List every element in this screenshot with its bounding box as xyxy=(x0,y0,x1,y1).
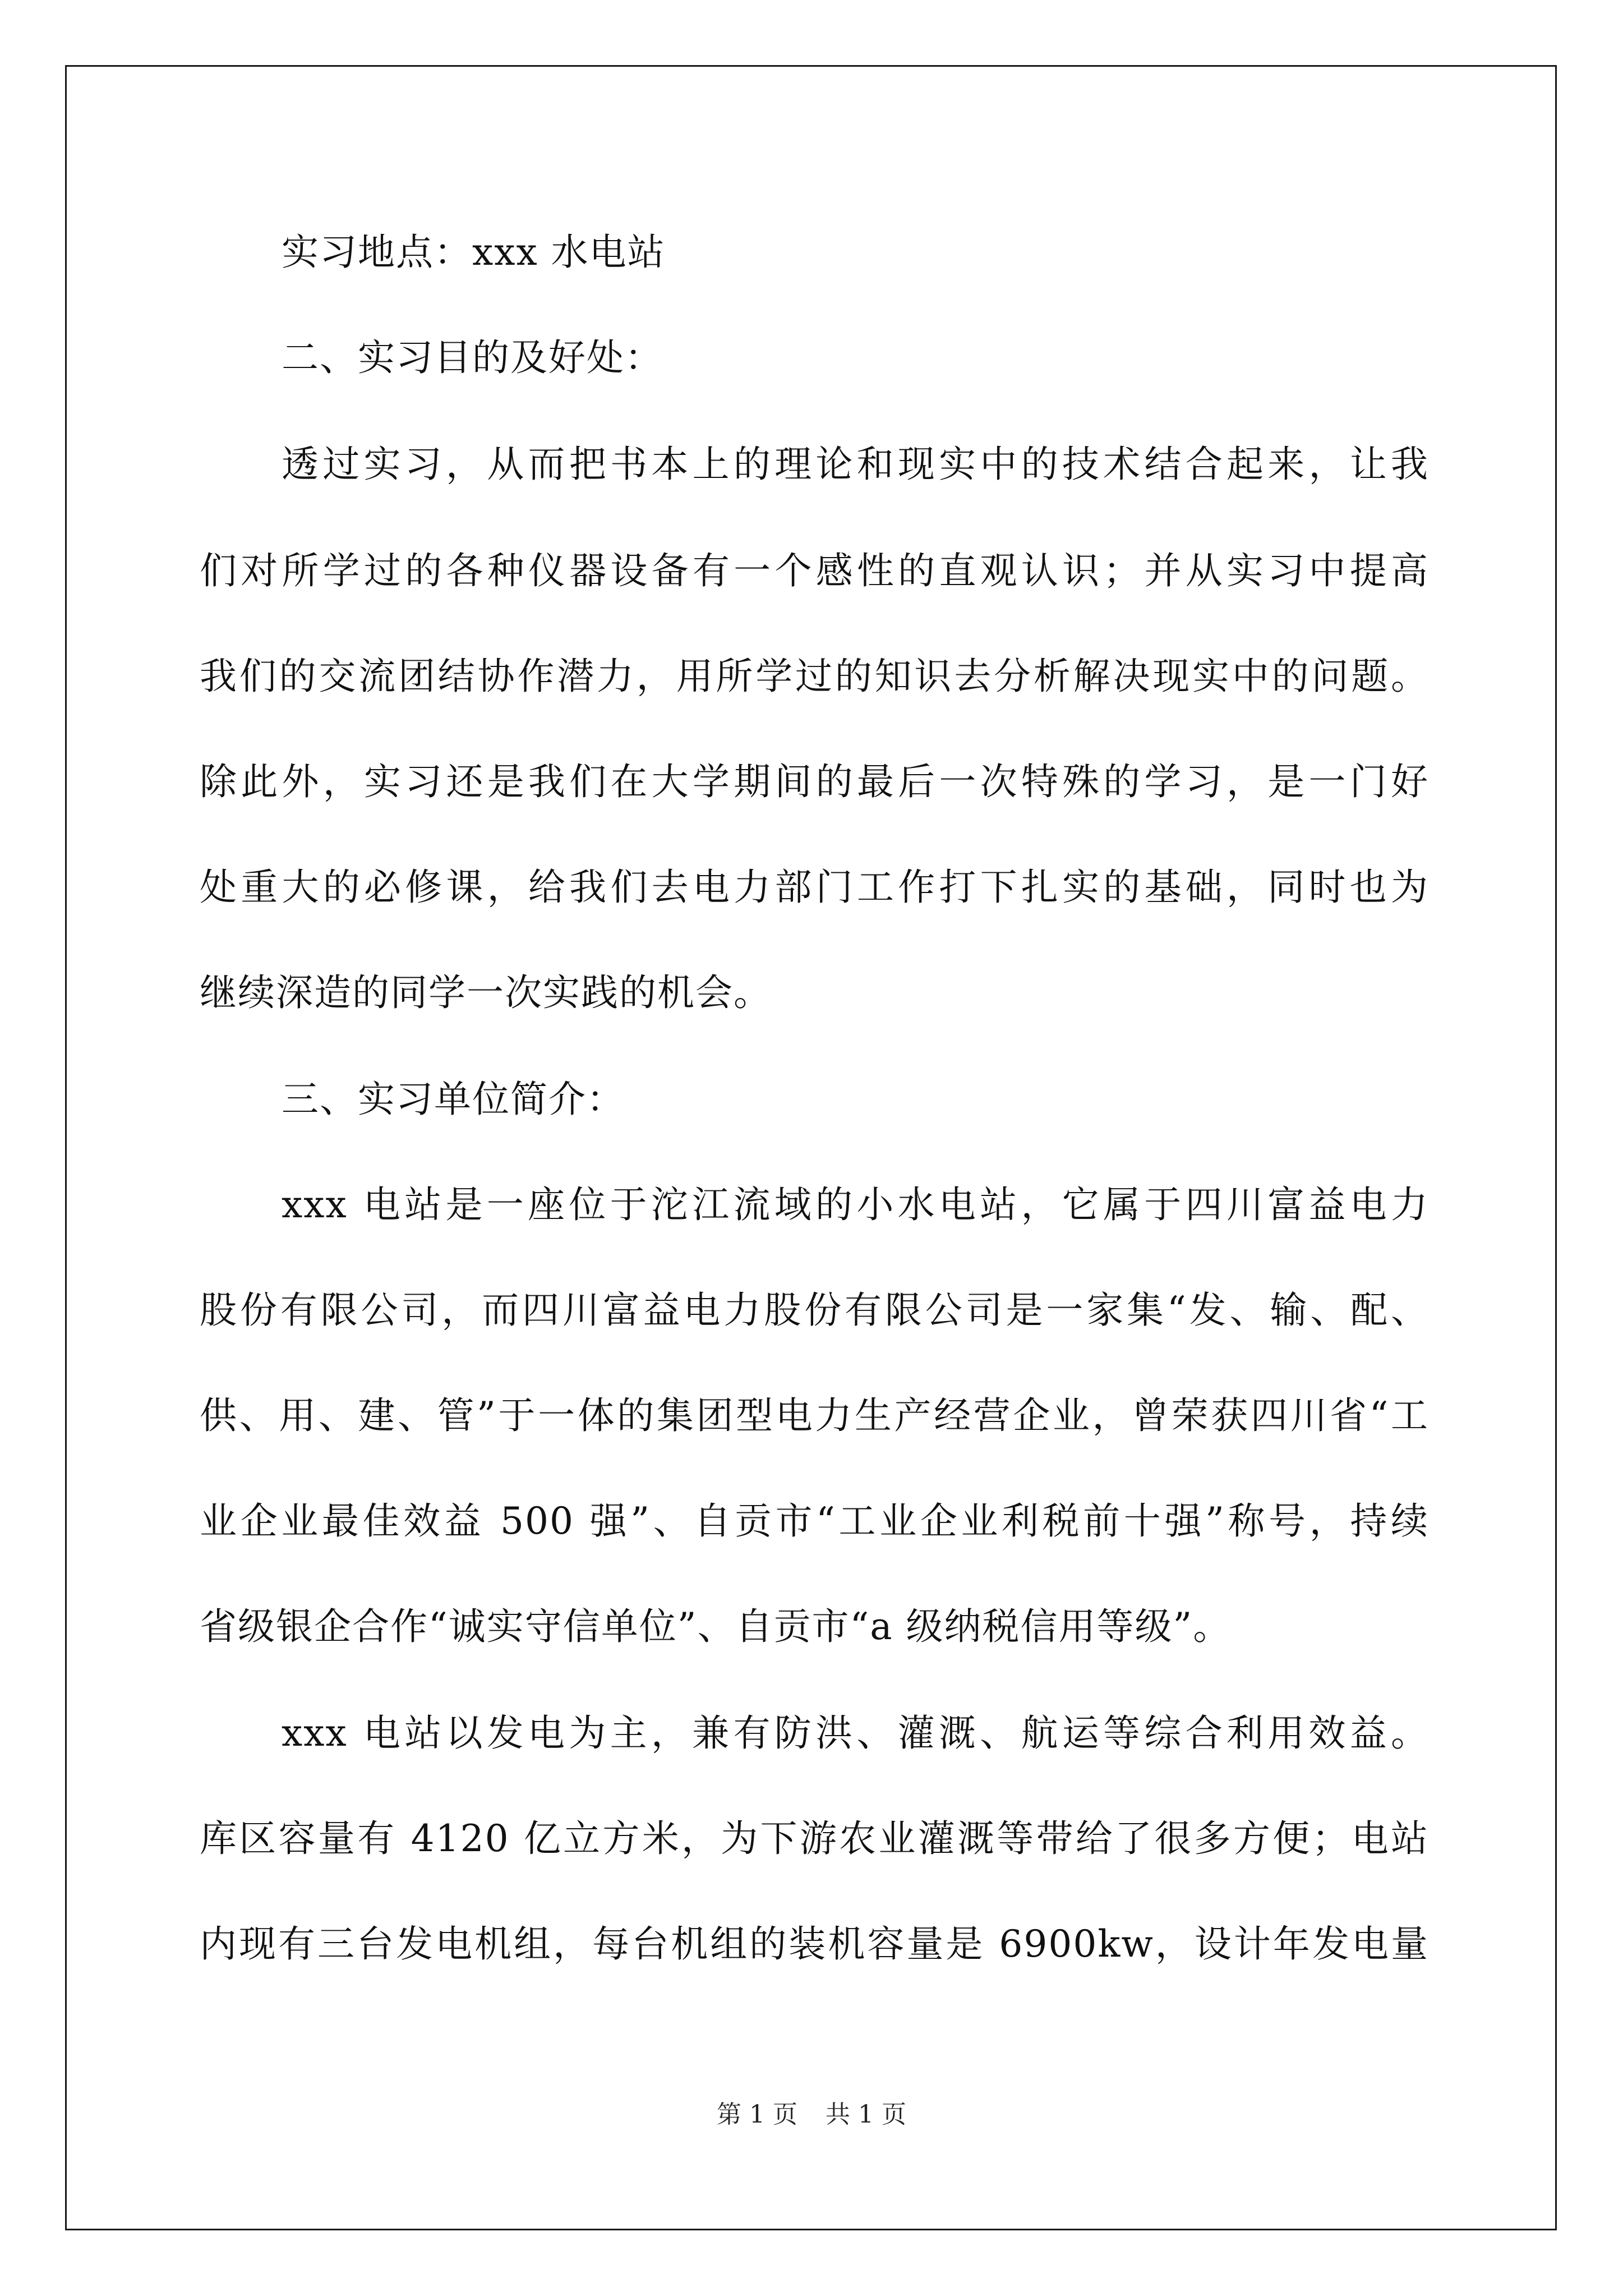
paragraph-line: 继续深造的同学一次实践的机会。 xyxy=(200,971,772,1014)
page-total: 共 1 页 xyxy=(826,2100,906,2129)
paragraph-line: 业企业最佳效益 500 强”、自贡市“工业企业利税前十强”称号，持续 xyxy=(200,1499,1429,1543)
text-line-location: 实习地点：xxx 水电站 xyxy=(282,231,666,274)
paragraph-line: 我们的交流团结协作潜力，用所学过的知识去分析解决现实中的问题。 xyxy=(200,655,1429,698)
page-number: 第 1 页 xyxy=(717,2100,797,2129)
heading-purpose: 二、实习目的及好处： xyxy=(282,336,663,379)
paragraph-line: 股份有限公司，而四川富益电力股份有限公司是一家集“发、输、配、 xyxy=(200,1289,1429,1332)
paragraph-line: xxx 电站以发电为主，兼有防洪、灌溉、航运等综合利用效益。 xyxy=(282,1711,1429,1755)
page-footer xyxy=(0,2098,1623,2132)
paragraph-line: xxx 电站是一座位于沱江流域的小水电站，它属于四川富益电力 xyxy=(282,1183,1429,1226)
heading-company-intro: 三、实习单位简介： xyxy=(282,1078,625,1121)
paragraph-line: 库区容量有 4120 亿立方米，为下游农业灌溉等带给了很多方便；电站 xyxy=(200,1817,1429,1860)
paragraph-line: 处重大的必修课，给我们去电力部门工作打下扎实的基础，同时也为 xyxy=(200,866,1429,909)
paragraph-line: 透过实习，从而把书本上的理论和现实中的技术结合起来，让我 xyxy=(282,443,1429,486)
paragraph-line: 供、用、建、管”于一体的集团型电力生产经营企业，曾荣获四川省“工 xyxy=(200,1394,1429,1437)
paragraph-line: 内现有三台发电机组，每台机组的装机容量是 6900kw，设计年发电量 xyxy=(200,1922,1429,1966)
paragraph-line: 们对所学过的各种仪器设备有一个感性的直观认识；并从实习中提高 xyxy=(200,549,1429,592)
paragraph-line: 省级银企合作“诚实守信单位”、自贡市“a 级纳税信用等级”。 xyxy=(200,1605,1232,1648)
paragraph-line: 除此外，实习还是我们在大学期间的最后一次特殊的学习，是一门好 xyxy=(200,760,1429,803)
